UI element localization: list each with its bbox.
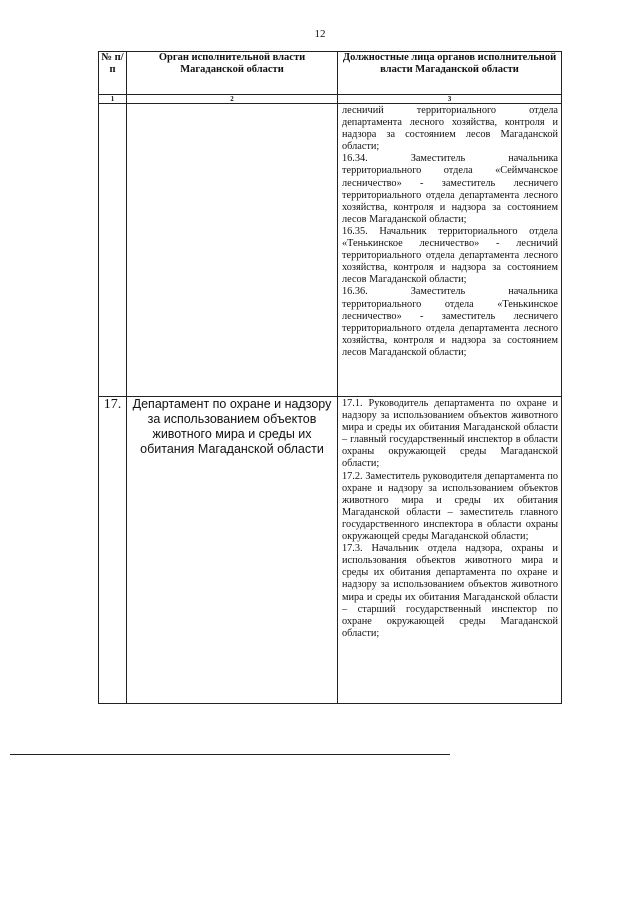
header-officials: Должностные лица органов исполнительной власти Магаданской области: [338, 52, 562, 95]
table-row: [99, 104, 562, 397]
table-header-row: [99, 52, 562, 95]
header-num: № п/п: [99, 52, 127, 95]
official-entry: 16.34. Заместитель начальника территориального отдела «Сеймчанское лесничество» - заместитель лесничего территориального отдела департамента лесного хозяйства, контроля и надзора за состоянием лесов Магаданской области;: [342, 153, 558, 225]
official-entry: 16.35. Начальник территориального отдела «Тенькинское лесничество» - лесничий территориального отдела департамента лесного хозяйства, контроля и надзора за состоянием лесов Магаданской области;: [342, 225, 558, 286]
table-row: [99, 397, 562, 704]
page-number: 12: [314, 28, 326, 40]
row-officials: [338, 397, 562, 704]
official-entry: 16.36. Заместитель начальника территориального отдела «Тенькинское лесничество» - заместитель лесничего территориального отдела департамента лесного хозяйства, контроля и надзора за состоянием лесов Магаданской области;: [342, 286, 558, 358]
row-organ: [127, 104, 338, 397]
official-entry: 17.1. Руководитель департамента по охране и надзору за использованием объектов животного мира и среды их обитания Магаданской области – главный государственный инспектор в области охраны окружающей среды Магаданской области;: [342, 398, 558, 470]
row-number: [99, 104, 127, 397]
footnote-divider: [10, 754, 450, 755]
row-organ: Департамент по охране и надзору за использованием объектов животного мира и среды их обитания Магаданской области: [127, 397, 338, 704]
official-entry: лесничий территориального отдела департамента лесного хозяйства, контроля и надзора за состоянием лесов Магаданской области;: [342, 105, 558, 153]
row-number: 17.: [99, 397, 127, 704]
column-number-1: 1: [99, 95, 127, 104]
header-organ: Орган исполнительной власти Магаданской области: [127, 52, 338, 95]
column-number-2: 2: [127, 95, 338, 104]
column-number-row: [99, 95, 562, 104]
officials-table: [98, 51, 562, 704]
row-officials: [338, 104, 562, 397]
column-number-3: 3: [338, 95, 562, 104]
official-entry: 17.3. Начальник отдела надзора, охраны и использования объектов животного мира и среды их обитания департамента по охране и надзору за использованием объектов животного мира и среды их обитания Магаданской области – старший государственный инспектор по охране окружающей среды Магаданской области;: [342, 543, 558, 639]
official-entry: 17.2. Заместитель руководителя департамента по охране и надзору за использованием объектов животного мира и среды их обитания Магаданской области – заместитель главного государственного инспектора в области охраны окружающей среды Магаданской области;: [342, 470, 558, 543]
